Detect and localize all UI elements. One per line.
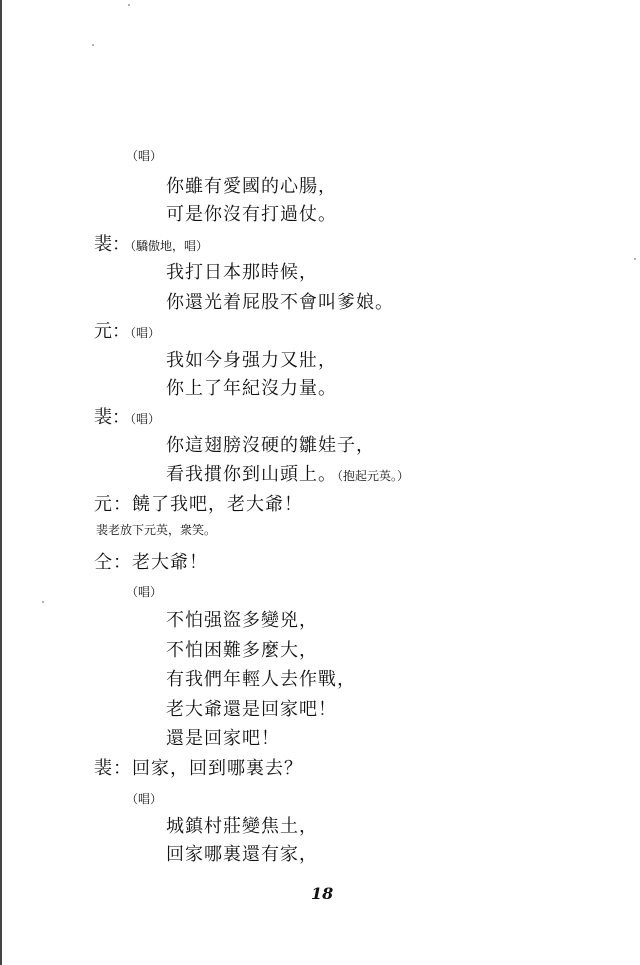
stage-direction: （驕傲地，唱） bbox=[130, 239, 209, 253]
speaker-name: 裴： bbox=[94, 758, 132, 779]
verse-line: 不怕困難多麼大， bbox=[166, 640, 318, 661]
stage-direction: （唱） bbox=[126, 585, 163, 599]
dialogue-entry bbox=[94, 409, 160, 427]
stage-direction: （唱） bbox=[126, 149, 163, 163]
verse-line: 你這翅膀沒硬的雛娃子， bbox=[166, 435, 375, 456]
scan-speck bbox=[42, 601, 44, 603]
verse-line: 回家哪裏還有家， bbox=[166, 844, 318, 865]
scan-speck bbox=[634, 258, 636, 260]
stage-direction: （唱） bbox=[130, 326, 161, 340]
verse-text: 看我摜你到山頭上。 bbox=[166, 464, 337, 485]
verse-line: 可是你沒有打過仗。 bbox=[166, 204, 337, 225]
verse-line: 老大爺還是回家吧！ bbox=[166, 699, 337, 720]
scan-speck bbox=[128, 4, 130, 6]
speaker-name: 裴： bbox=[94, 407, 130, 428]
stage-direction: （唱） bbox=[126, 792, 163, 806]
verse-line: 你上了年紀沒力量。 bbox=[166, 378, 337, 399]
speaker-name: 裴： bbox=[94, 234, 130, 255]
dialogue-text: 老大爺！ bbox=[132, 552, 208, 573]
dialogue-entry bbox=[94, 760, 303, 778]
verse-line: 你還光着屁股不會叫爹娘。 bbox=[166, 292, 394, 313]
dialogue-entry bbox=[94, 323, 160, 341]
page-edge bbox=[0, 0, 2, 965]
dialogue-entry bbox=[94, 554, 208, 572]
verse-line bbox=[166, 466, 409, 484]
speaker-name: 仝： bbox=[94, 552, 132, 573]
dialogue-text: 回家，回到哪裏去？ bbox=[132, 758, 303, 779]
stage-direction: （唱） bbox=[130, 412, 161, 426]
dialogue-entry bbox=[94, 496, 303, 514]
verse-line: 還是回家吧！ bbox=[166, 728, 280, 749]
scan-speck bbox=[92, 44, 94, 46]
verse-line: 我打日本那時候， bbox=[166, 262, 318, 283]
stage-direction: 裴老放下元英，衆笑。 bbox=[96, 523, 217, 537]
page-number: 18 bbox=[311, 884, 334, 903]
verse-line: 我如今身强力又壯， bbox=[166, 350, 337, 371]
stage-direction: （抱起元英。） bbox=[337, 469, 410, 483]
dialogue-entry bbox=[94, 236, 208, 254]
verse-line: 有我們年輕人去作戰， bbox=[166, 669, 356, 690]
verse-line: 城鎮村莊變焦土， bbox=[166, 816, 318, 837]
speaker-name: 元： bbox=[94, 321, 130, 342]
speaker-name: 元： bbox=[94, 494, 132, 515]
dialogue-text: 饒了我吧，老大爺！ bbox=[132, 494, 303, 515]
verse-line: 不怕强盜多變兇， bbox=[166, 610, 318, 631]
verse-line: 你雖有愛國的心腸， bbox=[166, 176, 337, 197]
